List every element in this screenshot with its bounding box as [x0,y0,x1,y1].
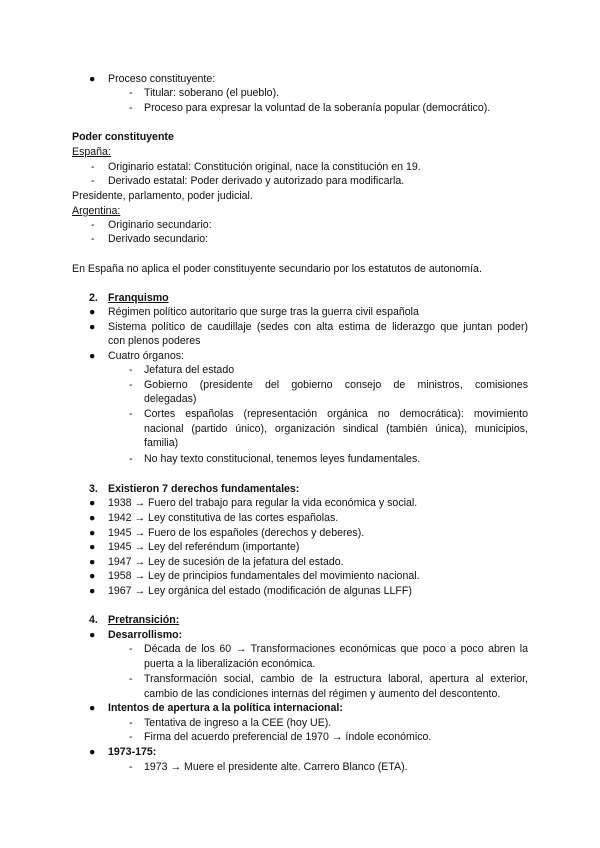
bullet-marker: ● [89,702,96,714]
dash-marker: - [129,761,133,773]
presidente-note: Presidente, parlamento, poder judicial. [72,190,253,202]
dash-marker: - [129,717,133,729]
titular-line: Titular: soberano (el pueblo). [144,87,280,99]
franquismo-heading: Franquismo [108,292,169,304]
poder-constituyente-heading: Poder constituyente [72,131,174,143]
ley-1945-referendum: 1945 → Ley del referéndum (importante) [108,541,300,553]
cee-line: Tentativa de ingreso a la CEE (hoy UE). [144,717,332,729]
bullet-marker: ● [89,629,96,641]
cortes-line-end: familia) [144,437,179,449]
transformacion-social-line: Transformación social, cambio de la estructura laboral, apertura al exterior, [144,673,528,685]
derivado-estatal-line: Derivado estatal: Poder derivado y autorizado para modificarla. [108,175,405,187]
bullet-marker: ● [89,321,96,333]
bullet-marker: ● [89,306,96,318]
bullet-marker: ● [89,541,96,553]
pretransicion-heading: Pretransición: [108,614,180,626]
bullet-marker: ● [89,497,96,509]
dash-marker: - [91,161,95,173]
bullet-marker: ● [89,585,96,597]
desarrollismo-label: Desarrollismo: [108,629,183,641]
derechos-heading: Existieron 7 derechos fundamentales: [108,483,300,495]
cortes-line-cont: nacional (partido único), organización sindical (también única), municipios, [144,423,528,435]
ley-1967: 1967 → Ley orgánica del estado (modificación de algunas LLFF) [108,585,412,597]
cuatro-organos-bullet: Cuatro órganos: [108,350,184,362]
ley-1945-fuero: 1945 → Fuero de los españoles (derechos y deberes). [108,527,365,539]
dash-marker: - [91,219,95,231]
section-number: 4. [89,614,98,626]
dash-marker: - [129,379,133,391]
acuerdo-1970-line: Firma del acuerdo preferencial de 1970 → índole económico. [144,731,432,743]
dash-marker: - [129,673,133,685]
argentina-label: Argentina: [72,205,121,217]
gobierno-line-cont: delegadas) [144,393,197,405]
originario-secundario-line: Originario secundario: [108,219,212,231]
dash-marker: - [129,731,133,743]
dash-marker: - [91,233,95,245]
dash-marker: - [129,408,133,420]
bullet-marker: ● [89,73,96,85]
regimen-bullet: Régimen político autoritario que surge tras la guerra civil española [108,306,419,318]
espana-label: España: [72,146,111,158]
proceso-constituyente-bullet: Proceso constituyente: [108,73,216,85]
bullet-marker: ● [89,512,96,524]
bullet-marker: ● [89,570,96,582]
ley-1958: 1958 → Ley de principios fundamentales del movimiento nacional. [108,570,420,582]
bullet-marker: ● [89,746,96,758]
decada-60-cont: puerta a la liberalización económica. [144,658,316,670]
bullet-marker: ● [89,527,96,539]
bullet-marker: ● [89,556,96,568]
dash-marker: - [91,175,95,187]
originario-estatal-line: Originario estatal: Constitución original, nace la constitución en 19. [108,161,421,173]
years-label: 1973-175: [108,746,157,758]
dash-marker: - [129,643,133,655]
espana-paragraph: En España no aplica el poder constituyente secundario por los estatutos de autonomía. [72,263,482,275]
dash-marker: - [129,102,133,114]
ley-1947: 1947 → Ley de sucesión de la jefatura del estado. [108,556,344,568]
ley-1938: 1938 → Fuero del trabajo para regular la vida económica y social. [108,497,418,509]
section-number: 3. [89,483,98,495]
dash-marker: - [129,364,133,376]
apertura-label: Intentos de apertura a la política internacional: [108,702,343,714]
derivado-secundario-line: Derivado secundario: [108,233,209,245]
bullet-marker: ● [89,350,96,362]
sistema-bullet: Sistema político de caudillaje (sedes con alta estima de liderazgo que juntan poder) [108,321,528,333]
proceso-line: Proceso para expresar la voluntad de la soberanía popular (democrático). [144,102,491,114]
jefatura-line: Jefatura del estado [144,364,235,376]
carrero-blanco-line: 1973 → Muere el presidente alte. Carrero Blanco (ETA). [144,761,408,773]
ley-1942: 1942 → Ley constitutiva de las cortes españolas. [108,512,339,524]
sistema-bullet-cont: con plenos poderes [108,335,201,347]
section-number: 2. [89,292,98,304]
gobierno-line: Gobierno (presidente del gobierno consejo de ministros, comisiones [144,379,528,391]
no-texto-line: No hay texto constitucional, tenemos leyes fundamentales. [144,453,421,465]
transformacion-social-cont: cambio de las condiciones internas del régimen y aumento del descontento. [144,688,501,700]
decada-60-line: Década de los 60 → Transformaciones económicas que poco a poco abren la [144,643,528,655]
dash-marker: - [129,87,133,99]
dash-marker: - [129,453,133,465]
cortes-line: Cortes españolas (representación orgánica no democrática): movimiento [144,408,528,420]
